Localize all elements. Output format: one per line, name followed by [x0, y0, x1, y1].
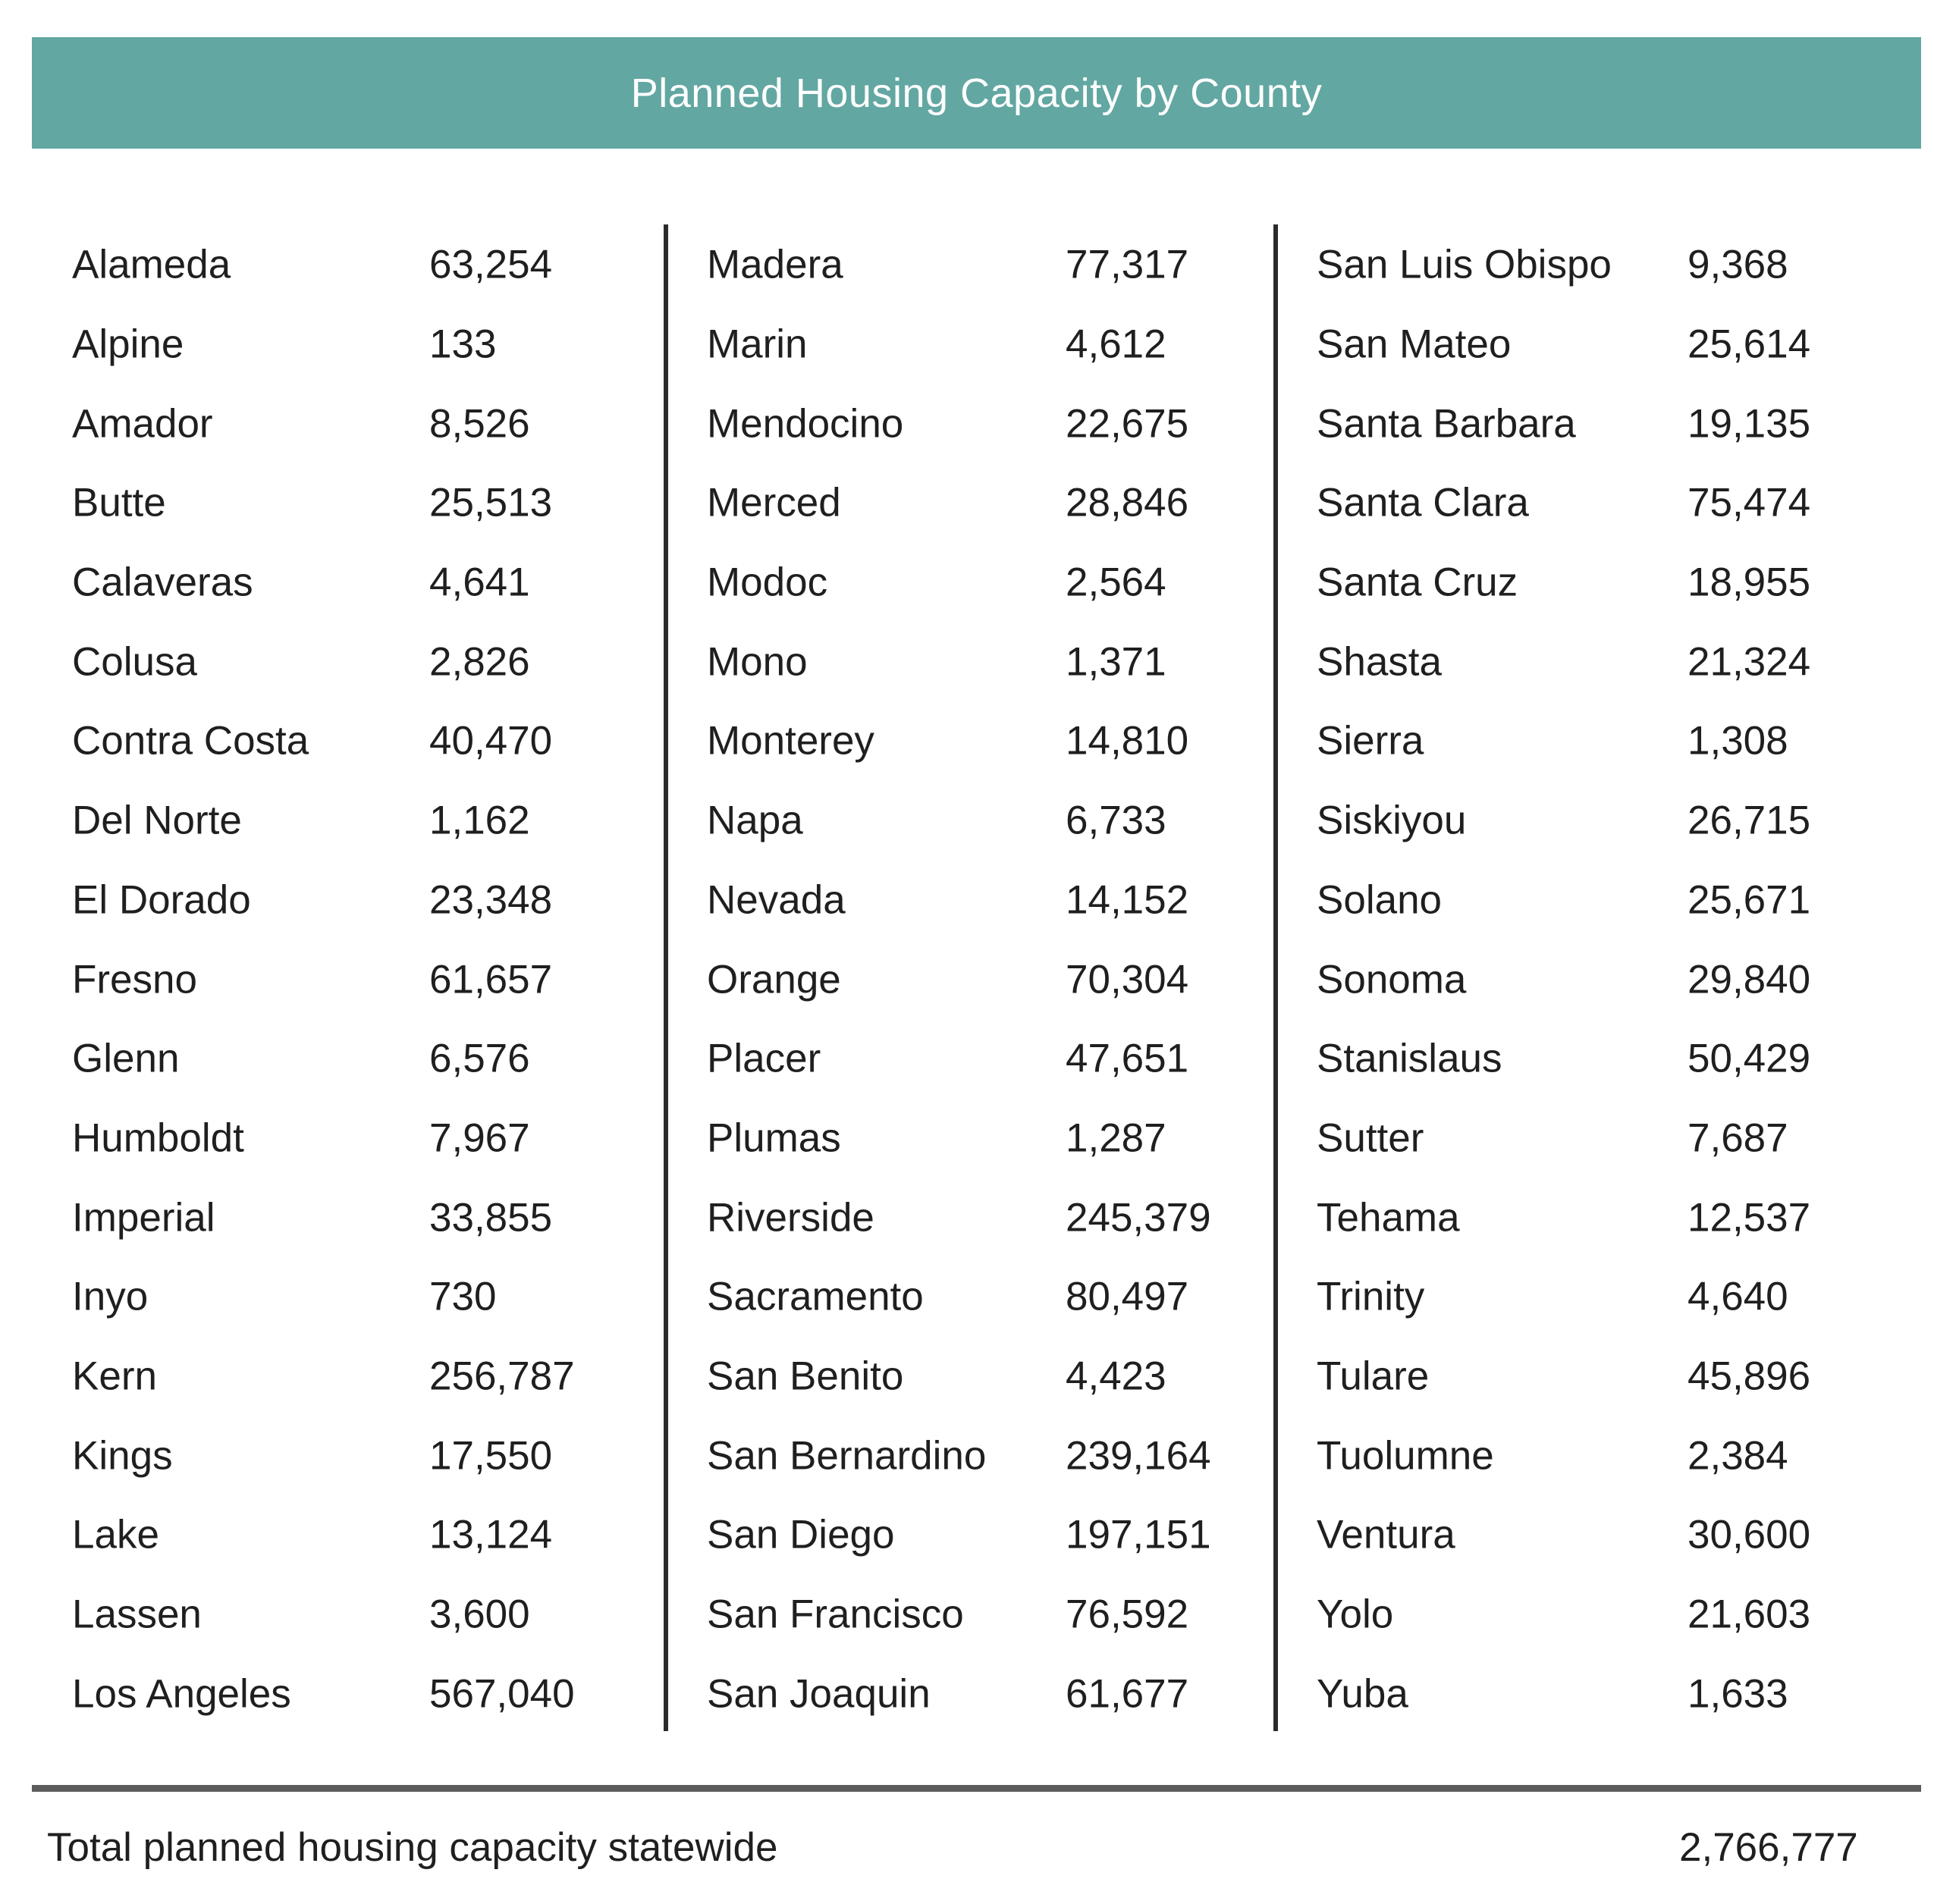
county-name: Siskiyou: [1317, 798, 1467, 843]
county-name: Orange: [707, 957, 841, 1002]
county-capacity-value: 2,384: [1688, 1433, 1788, 1479]
county-name: Solano: [1317, 877, 1443, 923]
table-row: [634, 939, 1241, 1019]
table-row: [634, 1178, 1241, 1257]
table-row: [1244, 1257, 1851, 1337]
county-capacity-value: 133: [429, 322, 497, 367]
county-capacity-value: 25,614: [1688, 322, 1811, 367]
county-capacity-value: 1,162: [429, 798, 530, 843]
county-capacity-value: 25,671: [1688, 877, 1811, 923]
county-capacity-value: 1,308: [1688, 718, 1788, 764]
county-capacity-value: 61,677: [1066, 1671, 1189, 1717]
county-capacity-value: 63,254: [429, 242, 553, 287]
county-name: Plumas: [707, 1115, 841, 1161]
county-capacity-value: 4,641: [429, 560, 530, 605]
county-capacity-value: 76,592: [1066, 1592, 1189, 1637]
county-capacity-value: 12,537: [1688, 1195, 1811, 1241]
county-capacity-value: 75,474: [1688, 480, 1811, 525]
county-capacity-value: 19,135: [1688, 401, 1811, 447]
table-row: [634, 305, 1241, 384]
county-name: Tehama: [1317, 1195, 1460, 1241]
county-capacity-value: 1,287: [1066, 1115, 1166, 1161]
county-capacity-value: 567,040: [429, 1671, 575, 1717]
county-capacity-value: 245,379: [1066, 1195, 1211, 1241]
table-row: [634, 1495, 1241, 1575]
county-name: San Bernardino: [707, 1433, 987, 1479]
county-capacity-value: 70,304: [1066, 957, 1189, 1002]
county-name: Merced: [707, 480, 841, 525]
county-name: Modoc: [707, 560, 828, 605]
county-capacity-value: 6,576: [429, 1036, 530, 1081]
county-name: Mendocino: [707, 401, 904, 447]
county-name: Mono: [707, 639, 808, 685]
county-name: Kern: [72, 1354, 157, 1399]
county-name: San Francisco: [707, 1592, 964, 1637]
county-name: Marin: [707, 322, 808, 367]
table-row: [634, 1099, 1241, 1178]
county-capacity-value: 26,715: [1688, 798, 1811, 843]
county-name: Inyo: [72, 1274, 149, 1319]
county-capacity-value: 6,733: [1066, 798, 1166, 843]
county-name: San Benito: [707, 1354, 904, 1399]
table-row: [1244, 1099, 1851, 1178]
county-capacity-value: 50,429: [1688, 1036, 1811, 1081]
county-name: Calaveras: [72, 560, 253, 605]
county-name: Del Norte: [72, 798, 242, 843]
table-row: [1244, 861, 1851, 940]
table-row: [0, 1257, 607, 1337]
table-row: [1244, 305, 1851, 384]
county-capacity-value: 7,687: [1688, 1115, 1788, 1161]
county-capacity-value: 25,513: [429, 480, 553, 525]
table-row: [634, 1257, 1241, 1337]
county-capacity-value: 3,600: [429, 1592, 530, 1637]
table-row: [634, 701, 1241, 781]
county-name: Los Angeles: [72, 1671, 291, 1717]
total-divider-rule: [32, 1785, 1921, 1792]
county-capacity-value: 30,600: [1688, 1512, 1811, 1557]
county-name: Kings: [72, 1433, 173, 1479]
county-name: Riverside: [707, 1195, 874, 1241]
county-name: Napa: [707, 798, 803, 843]
county-name: Shasta: [1317, 639, 1443, 685]
table-row: [634, 1337, 1241, 1416]
county-name: Lake: [72, 1512, 159, 1557]
county-capacity-value: 17,550: [429, 1433, 553, 1479]
table-row: [1244, 1019, 1851, 1099]
table-row: [0, 463, 607, 543]
county-capacity-value: 4,423: [1066, 1354, 1166, 1399]
table-row: [634, 861, 1241, 940]
county-capacity-value: 2,564: [1066, 560, 1166, 605]
table-row: [634, 384, 1241, 463]
table-row: [0, 939, 607, 1019]
county-column-3: [1244, 225, 1851, 1733]
county-name: Monterey: [707, 718, 874, 764]
county-capacity-value: 1,633: [1688, 1671, 1788, 1717]
table-row: [634, 1575, 1241, 1655]
county-name: San Joaquin: [707, 1671, 931, 1717]
table-row: [1244, 939, 1851, 1019]
table-row: [0, 1575, 607, 1655]
county-name: Sierra: [1317, 718, 1424, 764]
county-name: Imperial: [72, 1195, 215, 1241]
table-row: [1244, 1178, 1851, 1257]
county-name: Tuolumne: [1317, 1433, 1494, 1479]
table-row: [1244, 463, 1851, 543]
table-row: [0, 1099, 607, 1178]
table-row: [634, 1654, 1241, 1733]
county-capacity-value: 14,152: [1066, 877, 1189, 923]
county-name: Yuba: [1317, 1671, 1408, 1717]
county-name: Stanislaus: [1317, 1036, 1502, 1081]
county-capacity-value: 4,640: [1688, 1274, 1788, 1319]
county-column-2: [634, 225, 1241, 1733]
table-row: [0, 861, 607, 940]
table-row: [1244, 1495, 1851, 1575]
table-row: [1244, 384, 1851, 463]
total-value: 2,766,777: [1679, 1825, 1858, 1870]
county-capacity-value: 2,826: [429, 639, 530, 685]
county-capacity-value: 21,603: [1688, 1592, 1811, 1637]
county-capacity-value: 8,526: [429, 401, 530, 447]
county-capacity-value: 256,787: [429, 1354, 575, 1399]
county-capacity-value: 14,810: [1066, 718, 1189, 764]
county-capacity-value: 197,151: [1066, 1512, 1211, 1557]
county-name: Alpine: [72, 322, 184, 367]
county-name: Colusa: [72, 639, 197, 685]
table-row: [1244, 543, 1851, 623]
county-capacity-value: 13,124: [429, 1512, 553, 1557]
county-name: Glenn: [72, 1036, 180, 1081]
table-row: [0, 1178, 607, 1257]
county-capacity-value: 18,955: [1688, 560, 1811, 605]
table-row: [1244, 1337, 1851, 1416]
table-row: [1244, 701, 1851, 781]
table-title-bar: [32, 37, 1921, 149]
county-name: San Diego: [707, 1512, 895, 1557]
table-row: [0, 543, 607, 623]
table-row: [0, 225, 607, 305]
table-row: [1244, 1654, 1851, 1733]
county-capacity-value: 1,371: [1066, 639, 1166, 685]
table-row: [1244, 1575, 1851, 1655]
county-name: Ventura: [1317, 1512, 1455, 1557]
total-label: Total planned housing capacity statewide: [47, 1825, 778, 1870]
county-capacity-value: 21,324: [1688, 639, 1811, 685]
county-capacity-value: 7,967: [429, 1115, 530, 1161]
table-row: [0, 384, 607, 463]
table-row: [0, 701, 607, 781]
county-name: Placer: [707, 1036, 821, 1081]
county-capacity-value: 730: [429, 1274, 497, 1319]
table-row: [0, 622, 607, 701]
table-row: [1244, 781, 1851, 861]
county-capacity-value: 80,497: [1066, 1274, 1189, 1319]
county-name: Nevada: [707, 877, 846, 923]
county-name: Santa Cruz: [1317, 560, 1518, 605]
county-name: Sacramento: [707, 1274, 924, 1319]
table-row: [0, 1019, 607, 1099]
county-name: San Mateo: [1317, 322, 1512, 367]
county-name: Sonoma: [1317, 957, 1467, 1002]
county-name: Lassen: [72, 1592, 202, 1637]
table-row: [634, 463, 1241, 543]
county-name: Alameda: [72, 242, 231, 287]
county-name: Yolo: [1317, 1592, 1394, 1637]
county-name: San Luis Obispo: [1317, 242, 1612, 287]
county-name: Sutter: [1317, 1115, 1424, 1161]
county-name: Madera: [707, 242, 843, 287]
county-capacity-value: 22,675: [1066, 401, 1189, 447]
county-name: Contra Costa: [72, 718, 309, 764]
county-capacity-value: 33,855: [429, 1195, 553, 1241]
county-name: Butte: [72, 480, 166, 525]
table-row: [0, 305, 607, 384]
county-capacity-value: 23,348: [429, 877, 553, 923]
county-capacity-value: 28,846: [1066, 480, 1189, 525]
county-capacity-value: 61,657: [429, 957, 553, 1002]
county-capacity-value: 239,164: [1066, 1433, 1211, 1479]
table-row: [634, 1416, 1241, 1495]
table-row: [1244, 1416, 1851, 1495]
county-name: Fresno: [72, 957, 197, 1002]
table-row: [1244, 622, 1851, 701]
county-name: El Dorado: [72, 877, 251, 923]
county-capacity-value: 47,651: [1066, 1036, 1189, 1081]
table-row: [634, 543, 1241, 623]
table-row: [634, 622, 1241, 701]
county-name: Amador: [72, 401, 213, 447]
table-row: [0, 1654, 607, 1733]
table-row: [0, 1495, 607, 1575]
table-title: Planned Housing Capacity by County: [630, 70, 1323, 116]
county-name: Santa Barbara: [1317, 401, 1576, 447]
table-row: [634, 1019, 1241, 1099]
county-capacity-value: 40,470: [429, 718, 553, 764]
county-capacity-value: 4,612: [1066, 322, 1166, 367]
table-row: [0, 781, 607, 861]
table-row: [1244, 225, 1851, 305]
table-row: [0, 1416, 607, 1495]
county-column-1: [0, 225, 607, 1733]
table-row: [634, 225, 1241, 305]
table-row: [0, 1337, 607, 1416]
county-name: Trinity: [1317, 1274, 1425, 1319]
table-row: [634, 781, 1241, 861]
county-capacity-value: 9,368: [1688, 242, 1788, 287]
county-name: Humboldt: [72, 1115, 244, 1161]
county-capacity-value: 77,317: [1066, 242, 1189, 287]
county-name: Santa Clara: [1317, 480, 1529, 525]
county-capacity-value: 29,840: [1688, 957, 1811, 1002]
county-name: Tulare: [1317, 1354, 1430, 1399]
county-capacity-value: 45,896: [1688, 1354, 1811, 1399]
